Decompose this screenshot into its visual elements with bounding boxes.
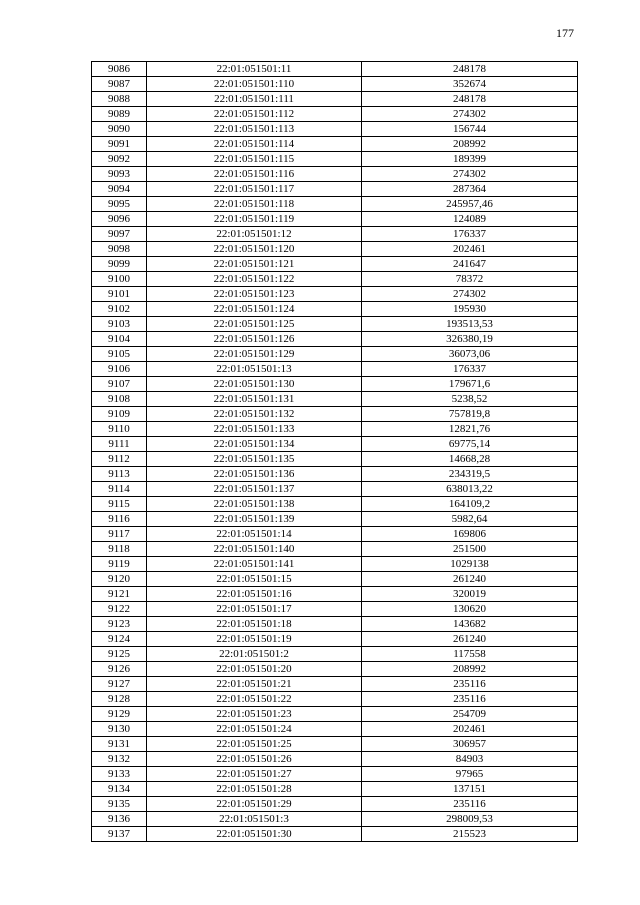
- row-number-cell: 9118: [92, 542, 147, 557]
- table-row: [92, 77, 578, 92]
- row-number-cell: 9129: [92, 707, 147, 722]
- cadastral-number-cell: 22:01:051501:24: [147, 722, 362, 737]
- table-row: [92, 767, 578, 782]
- table-row: [92, 362, 578, 377]
- row-number-cell: 9093: [92, 167, 147, 182]
- row-number-cell: 9131: [92, 737, 147, 752]
- value-cell: 251500: [362, 542, 578, 557]
- cadastral-number-cell: 22:01:051501:139: [147, 512, 362, 527]
- row-number-cell: 9134: [92, 782, 147, 797]
- row-number-cell: 9137: [92, 827, 147, 842]
- value-cell: 320019: [362, 587, 578, 602]
- cadastral-number-cell: 22:01:051501:116: [147, 167, 362, 182]
- value-cell: 84903: [362, 752, 578, 767]
- value-cell: 638013,22: [362, 482, 578, 497]
- cadastral-number-cell: 22:01:051501:131: [147, 392, 362, 407]
- table-row: [92, 452, 578, 467]
- value-cell: 215523: [362, 827, 578, 842]
- table-row: [92, 482, 578, 497]
- row-number-cell: 9087: [92, 77, 147, 92]
- cadastral-number-cell: 22:01:051501:17: [147, 602, 362, 617]
- value-cell: 274302: [362, 287, 578, 302]
- value-cell: 124089: [362, 212, 578, 227]
- value-cell: 235116: [362, 797, 578, 812]
- table-row: [92, 722, 578, 737]
- value-cell: 130620: [362, 602, 578, 617]
- row-number-cell: 9117: [92, 527, 147, 542]
- cadastral-number-cell: 22:01:051501:26: [147, 752, 362, 767]
- row-number-cell: 9113: [92, 467, 147, 482]
- table-row: [92, 512, 578, 527]
- row-number-cell: 9101: [92, 287, 147, 302]
- table-row: [92, 122, 578, 137]
- cadastral-number-cell: 22:01:051501:132: [147, 407, 362, 422]
- value-cell: 14668,28: [362, 452, 578, 467]
- row-number-cell: 9104: [92, 332, 147, 347]
- value-cell: 208992: [362, 137, 578, 152]
- cadastral-number-cell: 22:01:051501:23: [147, 707, 362, 722]
- table-row: [92, 677, 578, 692]
- table-row: [92, 302, 578, 317]
- table-row: [92, 392, 578, 407]
- cadastral-number-cell: 22:01:051501:115: [147, 152, 362, 167]
- row-number-cell: 9090: [92, 122, 147, 137]
- cadastral-number-cell: 22:01:051501:110: [147, 77, 362, 92]
- value-cell: 202461: [362, 722, 578, 737]
- table-row: [92, 242, 578, 257]
- table-row: [92, 332, 578, 347]
- table-row: [92, 602, 578, 617]
- table-row: [92, 737, 578, 752]
- table-body: [92, 62, 578, 842]
- value-cell: 235116: [362, 677, 578, 692]
- table-row: [92, 782, 578, 797]
- table-row: [92, 692, 578, 707]
- table-row: [92, 182, 578, 197]
- table-row: [92, 152, 578, 167]
- row-number-cell: 9092: [92, 152, 147, 167]
- table-row: [92, 317, 578, 332]
- value-cell: 248178: [362, 62, 578, 77]
- table-row: [92, 812, 578, 827]
- value-cell: 179671,6: [362, 377, 578, 392]
- table-row: [92, 62, 578, 77]
- page-number: 177: [556, 26, 574, 40]
- table-row: [92, 707, 578, 722]
- row-number-cell: 9110: [92, 422, 147, 437]
- row-number-cell: 9096: [92, 212, 147, 227]
- cadastral-number-cell: 22:01:051501:118: [147, 197, 362, 212]
- value-cell: 78372: [362, 272, 578, 287]
- value-cell: 245957,46: [362, 197, 578, 212]
- value-cell: 36073,06: [362, 347, 578, 362]
- table-row: [92, 227, 578, 242]
- cadastral-number-cell: 22:01:051501:136: [147, 467, 362, 482]
- value-cell: 306957: [362, 737, 578, 752]
- value-cell: 274302: [362, 107, 578, 122]
- cadastral-number-cell: 22:01:051501:16: [147, 587, 362, 602]
- row-number-cell: 9091: [92, 137, 147, 152]
- row-number-cell: 9122: [92, 602, 147, 617]
- cadastral-number-cell: 22:01:051501:134: [147, 437, 362, 452]
- row-number-cell: 9119: [92, 557, 147, 572]
- value-cell: 189399: [362, 152, 578, 167]
- table-row: [92, 527, 578, 542]
- table-row: [92, 257, 578, 272]
- row-number-cell: 9106: [92, 362, 147, 377]
- cadastral-number-cell: 22:01:051501:2: [147, 647, 362, 662]
- cadastral-number-cell: 22:01:051501:27: [147, 767, 362, 782]
- cadastral-number-cell: 22:01:051501:140: [147, 542, 362, 557]
- table-row: [92, 167, 578, 182]
- cadastral-number-cell: 22:01:051501:125: [147, 317, 362, 332]
- row-number-cell: 9115: [92, 497, 147, 512]
- row-number-cell: 9107: [92, 377, 147, 392]
- value-cell: 261240: [362, 632, 578, 647]
- cadastral-number-cell: 22:01:051501:25: [147, 737, 362, 752]
- table-row: [92, 542, 578, 557]
- value-cell: 12821,76: [362, 422, 578, 437]
- table-row: [92, 107, 578, 122]
- table-row: [92, 587, 578, 602]
- value-cell: 169806: [362, 527, 578, 542]
- cadastral-number-cell: 22:01:051501:133: [147, 422, 362, 437]
- row-number-cell: 9121: [92, 587, 147, 602]
- cadastral-number-cell: 22:01:051501:113: [147, 122, 362, 137]
- cadastral-number-cell: 22:01:051501:111: [147, 92, 362, 107]
- table-row: [92, 212, 578, 227]
- value-cell: 176337: [362, 227, 578, 242]
- table-row: [92, 137, 578, 152]
- table-row: [92, 407, 578, 422]
- row-number-cell: 9089: [92, 107, 147, 122]
- value-cell: 164109,2: [362, 497, 578, 512]
- value-cell: 97965: [362, 767, 578, 782]
- row-number-cell: 9116: [92, 512, 147, 527]
- cadastral-number-cell: 22:01:051501:14: [147, 527, 362, 542]
- value-cell: 274302: [362, 167, 578, 182]
- table-row: [92, 497, 578, 512]
- cadastral-number-cell: 22:01:051501:138: [147, 497, 362, 512]
- cadastral-number-cell: 22:01:051501:12: [147, 227, 362, 242]
- row-number-cell: 9097: [92, 227, 147, 242]
- table-row: [92, 752, 578, 767]
- cadastral-number-cell: 22:01:051501:22: [147, 692, 362, 707]
- value-cell: 193513,53: [362, 317, 578, 332]
- value-cell: 235116: [362, 692, 578, 707]
- table-row: [92, 272, 578, 287]
- row-number-cell: 9128: [92, 692, 147, 707]
- row-number-cell: 9133: [92, 767, 147, 782]
- row-number-cell: 9136: [92, 812, 147, 827]
- row-number-cell: 9114: [92, 482, 147, 497]
- cadastral-number-cell: 22:01:051501:119: [147, 212, 362, 227]
- row-number-cell: 9120: [92, 572, 147, 587]
- value-cell: 208992: [362, 662, 578, 677]
- cadastral-number-cell: 22:01:051501:114: [147, 137, 362, 152]
- cadastral-number-cell: 22:01:051501:29: [147, 797, 362, 812]
- table-row: [92, 632, 578, 647]
- value-cell: 298009,53: [362, 812, 578, 827]
- table-row: [92, 287, 578, 302]
- value-cell: 261240: [362, 572, 578, 587]
- table-row: [92, 617, 578, 632]
- cadastral-number-cell: 22:01:051501:11: [147, 62, 362, 77]
- row-number-cell: 9108: [92, 392, 147, 407]
- row-number-cell: 9126: [92, 662, 147, 677]
- value-cell: 287364: [362, 182, 578, 197]
- cadastral-number-cell: 22:01:051501:21: [147, 677, 362, 692]
- table-row: [92, 437, 578, 452]
- table-row: [92, 197, 578, 212]
- table-row: [92, 92, 578, 107]
- cadastral-number-cell: 22:01:051501:130: [147, 377, 362, 392]
- value-cell: 248178: [362, 92, 578, 107]
- row-number-cell: 9086: [92, 62, 147, 77]
- value-cell: 234319,5: [362, 467, 578, 482]
- table-row: [92, 347, 578, 362]
- value-cell: 241647: [362, 257, 578, 272]
- row-number-cell: 9109: [92, 407, 147, 422]
- cadastral-number-cell: 22:01:051501:123: [147, 287, 362, 302]
- cadastral-number-cell: 22:01:051501:126: [147, 332, 362, 347]
- cadastral-number-cell: 22:01:051501:129: [147, 347, 362, 362]
- value-cell: 1029138: [362, 557, 578, 572]
- cadastral-number-cell: 22:01:051501:13: [147, 362, 362, 377]
- row-number-cell: 9095: [92, 197, 147, 212]
- cadastral-number-cell: 22:01:051501:120: [147, 242, 362, 257]
- table-row: [92, 422, 578, 437]
- cadastral-number-cell: 22:01:051501:124: [147, 302, 362, 317]
- row-number-cell: 9123: [92, 617, 147, 632]
- table-row: [92, 662, 578, 677]
- value-cell: 5238,52: [362, 392, 578, 407]
- table-row: [92, 377, 578, 392]
- value-cell: 156744: [362, 122, 578, 137]
- value-cell: 176337: [362, 362, 578, 377]
- table-row: [92, 467, 578, 482]
- value-cell: 69775,14: [362, 437, 578, 452]
- table-row: [92, 572, 578, 587]
- value-cell: 137151: [362, 782, 578, 797]
- cadastral-number-cell: 22:01:051501:20: [147, 662, 362, 677]
- row-number-cell: 9105: [92, 347, 147, 362]
- value-cell: 757819,8: [362, 407, 578, 422]
- table-row: [92, 797, 578, 812]
- cadastral-number-cell: 22:01:051501:3: [147, 812, 362, 827]
- cadastral-number-cell: 22:01:051501:137: [147, 482, 362, 497]
- row-number-cell: 9100: [92, 272, 147, 287]
- row-number-cell: 9094: [92, 182, 147, 197]
- cadastral-number-cell: 22:01:051501:112: [147, 107, 362, 122]
- row-number-cell: 9088: [92, 92, 147, 107]
- cadastral-number-cell: 22:01:051501:19: [147, 632, 362, 647]
- value-cell: 352674: [362, 77, 578, 92]
- row-number-cell: 9112: [92, 452, 147, 467]
- cadastral-number-cell: 22:01:051501:135: [147, 452, 362, 467]
- row-number-cell: 9127: [92, 677, 147, 692]
- value-cell: 254709: [362, 707, 578, 722]
- row-number-cell: 9103: [92, 317, 147, 332]
- cadastral-value-table: [91, 61, 578, 842]
- row-number-cell: 9111: [92, 437, 147, 452]
- table-row: [92, 647, 578, 662]
- table-row: [92, 827, 578, 842]
- value-cell: 202461: [362, 242, 578, 257]
- row-number-cell: 9125: [92, 647, 147, 662]
- value-cell: 117558: [362, 647, 578, 662]
- cadastral-number-cell: 22:01:051501:141: [147, 557, 362, 572]
- cadastral-number-cell: 22:01:051501:15: [147, 572, 362, 587]
- value-cell: 5982,64: [362, 512, 578, 527]
- cadastral-number-cell: 22:01:051501:121: [147, 257, 362, 272]
- value-cell: 143682: [362, 617, 578, 632]
- value-cell: 195930: [362, 302, 578, 317]
- cadastral-number-cell: 22:01:051501:122: [147, 272, 362, 287]
- row-number-cell: 9098: [92, 242, 147, 257]
- row-number-cell: 9124: [92, 632, 147, 647]
- row-number-cell: 9132: [92, 752, 147, 767]
- row-number-cell: 9135: [92, 797, 147, 812]
- row-number-cell: 9099: [92, 257, 147, 272]
- table-row: [92, 557, 578, 572]
- cadastral-number-cell: 22:01:051501:117: [147, 182, 362, 197]
- value-cell: 326380,19: [362, 332, 578, 347]
- cadastral-number-cell: 22:01:051501:28: [147, 782, 362, 797]
- cadastral-number-cell: 22:01:051501:30: [147, 827, 362, 842]
- row-number-cell: 9130: [92, 722, 147, 737]
- cadastral-number-cell: 22:01:051501:18: [147, 617, 362, 632]
- row-number-cell: 9102: [92, 302, 147, 317]
